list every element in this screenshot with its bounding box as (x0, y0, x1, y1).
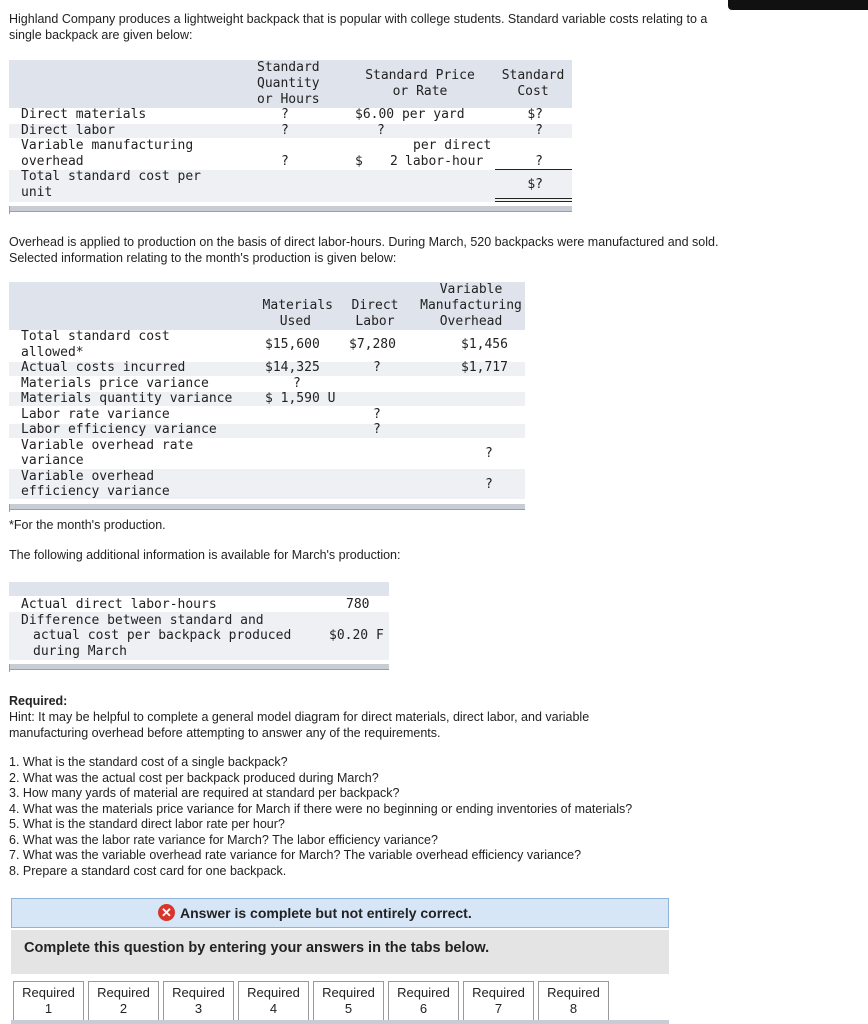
tsca-materials: $15,600 (265, 337, 320, 352)
mqv-materials: $ 1,590 U (265, 391, 336, 406)
voh-dollar-sign: $ (355, 154, 363, 169)
tab-required-5[interactable] (313, 981, 384, 1021)
question-6: 6. What was the labor rate variance for March? The labor efficiency variance? (9, 832, 438, 847)
header-voh-2: Manufacturing (420, 298, 522, 313)
aci-labor: ? (373, 360, 381, 375)
question-4: 4. What was the materials price variance for March if there were no beginning or ending inventories of materials? (9, 801, 633, 816)
header-labor-1: Direct (351, 298, 399, 313)
row-voh-label-2: overhead (21, 154, 84, 169)
row-aci-label: Actual costs incurred (21, 360, 186, 375)
row-vorv-label-2: variance (21, 453, 84, 468)
header-qty-1: Standard (257, 60, 320, 75)
tab-label: Required (22, 985, 75, 1000)
required-title: Required: (9, 694, 68, 708)
tab-label: Required (472, 985, 525, 1000)
row-total-label-2: unit (21, 185, 53, 200)
tab-number: 6 (419, 1001, 428, 1016)
adlh-value: 780 (346, 597, 370, 612)
additional-info-table (9, 582, 389, 674)
row-dl-label: Direct labor (21, 123, 115, 138)
tab-label: Required (547, 985, 600, 1000)
table-bottom-border (9, 206, 572, 212)
header-cost-2: Cost (517, 84, 549, 99)
question-7: 7. What was the variable overhead rate variance for March? The variable overhead efficiency variance? (9, 848, 582, 862)
tab-number: 8 (569, 1001, 578, 1016)
table-left-mark (9, 504, 10, 512)
dm-price: $6.00 per yard (355, 107, 465, 122)
tsca-labor: $7,280 (349, 337, 396, 352)
complete-prompt-text: Complete this question by entering your answers in the tabs below. (24, 940, 490, 956)
voev-voh: ? (485, 477, 493, 492)
question-1: 1. What is the standard cost of a single backpack? (9, 755, 288, 769)
answer-status-text: Answer is complete but not entirely correct. (180, 905, 472, 921)
standard-cost-table (9, 60, 572, 212)
tab-required-4[interactable] (238, 981, 309, 1021)
dl-cost: ? (535, 123, 543, 138)
total-double-rule-bottom (495, 201, 572, 202)
adlh-label: Actual direct labor-hours (21, 597, 217, 612)
tab-required-1[interactable] (13, 981, 84, 1021)
vorv-voh: ? (485, 446, 493, 461)
aci-voh: $1,717 (461, 360, 508, 375)
tab-number: 2 (119, 1001, 128, 1016)
additional-info-text: The following additional information is available for March's production: (9, 548, 401, 562)
dl-qty: ? (281, 123, 289, 138)
voh-cost: ? (535, 154, 543, 169)
header-voh-3: Overhead (439, 314, 503, 329)
subtotal-rule (495, 169, 572, 170)
return-to-question-button[interactable] (728, 0, 868, 10)
question-5: 5. What is the standard direct labor rate per hour? (9, 817, 285, 831)
row-voh-label-1: Variable manufacturing (21, 138, 194, 153)
row-tsca-label-2: allowed* (21, 345, 84, 360)
header-voh-1: Variable (439, 282, 503, 297)
tab-required-6[interactable] (388, 981, 459, 1021)
diff-label-1: Difference between standard and (21, 613, 264, 628)
required-hint: Hint: It may be helpful to complete a general model diagram for direct materials, direct labor, and variable manufacturing overhead before attempting to answer any of the requirements. (9, 710, 590, 740)
questions-list (9, 755, 769, 879)
row-voev-label-2: efficiency variance (21, 484, 170, 499)
tab-required-8[interactable] (538, 981, 609, 1021)
table-bottom-border (9, 664, 389, 670)
tab-number: 5 (344, 1001, 353, 1016)
row-tsca-label-1: Total standard cost (21, 329, 170, 344)
lrv-labor: ? (373, 407, 381, 422)
voh-qty: ? (281, 154, 289, 169)
tab-label: Required (397, 985, 450, 1000)
table-left-mark (9, 664, 10, 672)
tab-label: Required (172, 985, 225, 1000)
dm-qty: ? (281, 107, 289, 122)
row-mqv-label: Materials quantity variance (21, 391, 233, 406)
row-total-label-1: Total standard cost per (21, 169, 202, 184)
aci-materials: $14,325 (265, 360, 320, 375)
answer-status-banner (11, 898, 669, 928)
tab-required-2[interactable] (88, 981, 159, 1021)
footnote: *For the month's production. (9, 518, 166, 532)
tab-label: Required (322, 985, 375, 1000)
tab-label: Required (97, 985, 150, 1000)
row-voev-label-1: Variable overhead (21, 469, 155, 484)
voh-price-unit-2: labor-hour (405, 154, 484, 169)
header-qty-2: Quantity (257, 76, 320, 91)
mpv-materials: ? (293, 376, 301, 391)
header-qty-3: or Hours (257, 92, 320, 107)
row-vorv-label-1: Variable overhead rate (21, 438, 194, 453)
tab-number: 3 (194, 1001, 203, 1016)
header-cost-1: Standard (501, 68, 565, 83)
table-bottom-border (9, 504, 525, 510)
production-info-table (9, 282, 525, 512)
row-lev-label: Labor efficiency variance (21, 422, 217, 437)
intro-text: Highland Company produces a lightweight backpack that is popular with college students. Standard variable costs relating to a single backpack are given below: (9, 12, 708, 42)
tab-number: 7 (494, 1001, 503, 1016)
header-labor-2: Labor (355, 314, 395, 329)
question-2: 2. What was the actual cost per backpack produced during March? (9, 770, 379, 785)
tab-required-7[interactable] (463, 981, 534, 1021)
total-cost: $? (527, 177, 543, 192)
tsca-voh: $1,456 (461, 337, 508, 352)
error-x-icon: ✕ (158, 904, 175, 921)
voh-price-number: 2 (390, 154, 398, 169)
row-mpv-label: Materials price variance (21, 376, 209, 391)
tab-number: 1 (44, 1001, 53, 1016)
row-lrv-label: Labor rate variance (21, 407, 170, 422)
question-8: 8. Prepare a standard cost card for one backpack. (9, 863, 287, 878)
table-left-mark (9, 206, 10, 214)
diff-value: $0.20 F (329, 628, 384, 643)
total-double-rule-top (495, 198, 572, 199)
overhead-paragraph: Overhead is applied to production on the basis of direct labor-hours. During March, 520 backpacks were manufactured and sold. Selected information relating to the month's production is given below: (9, 235, 719, 265)
header-materials-2: Used (279, 314, 311, 329)
dl-price: ? (377, 123, 385, 138)
tab-number: 4 (269, 1001, 278, 1016)
question-3: 3. How many yards of material are required at standard per backpack? (9, 786, 400, 800)
diff-label-3: during March (33, 644, 127, 659)
complete-prompt-bar (11, 930, 669, 974)
tab-label: Required (247, 985, 300, 1000)
tab-required-3[interactable] (163, 981, 234, 1021)
voh-price-unit-1: per direct (413, 138, 492, 153)
diff-label-2: actual cost per backpack produced (33, 628, 292, 643)
header-price-2: or Rate (392, 84, 448, 99)
header-price-1: Standard Price (365, 68, 475, 83)
dm-cost: $? (527, 107, 543, 122)
row-dm-label: Direct materials (21, 107, 147, 122)
lev-labor: ? (373, 422, 381, 437)
header-materials-1: Materials (262, 298, 333, 313)
tabs-bottom-bar (11, 1020, 669, 1024)
